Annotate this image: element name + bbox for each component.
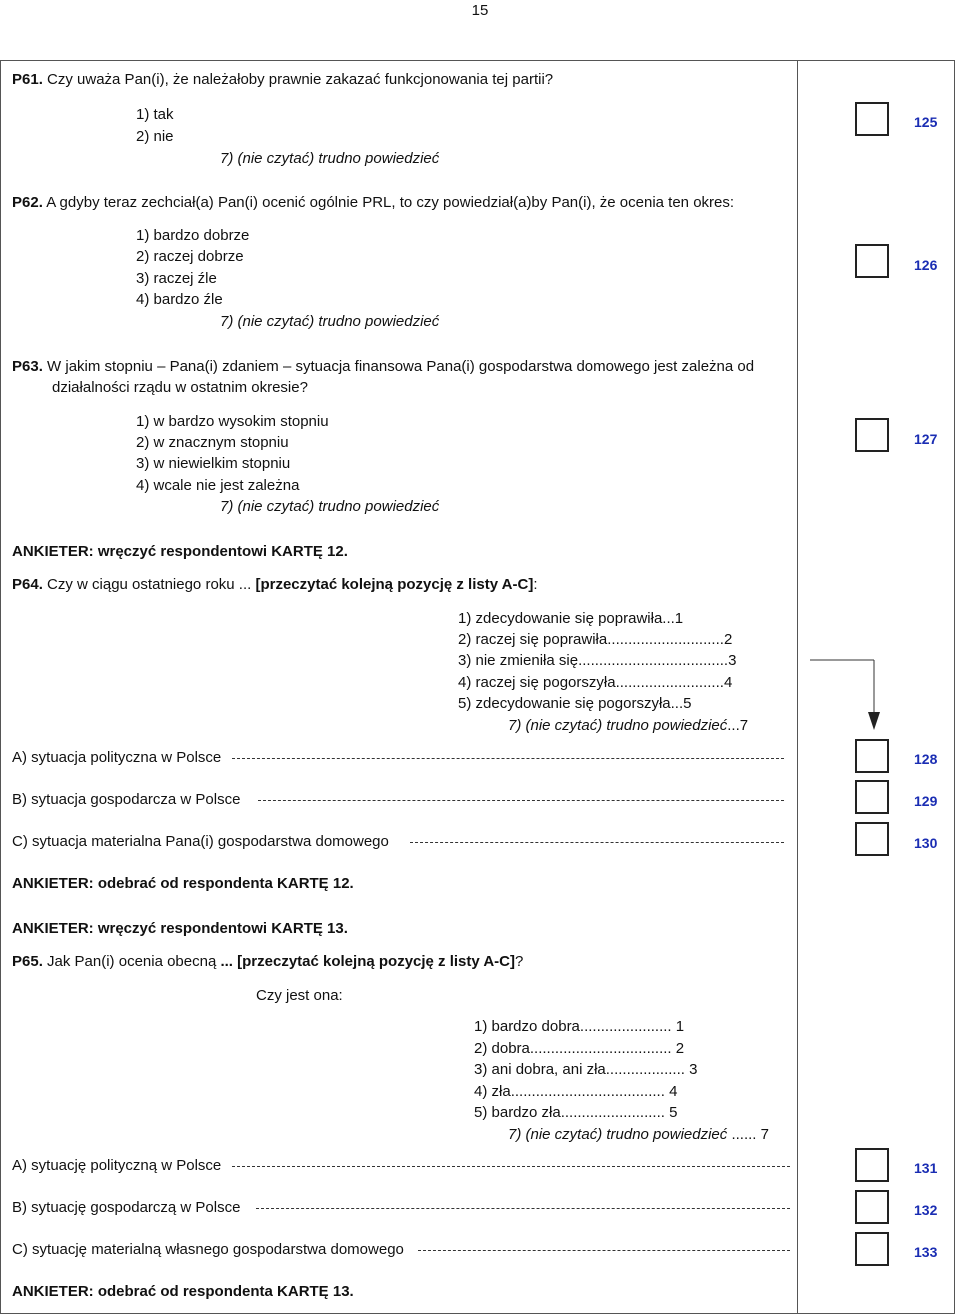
- p65-scale-2: 2) dobra.................................. 2: [474, 1040, 685, 1057]
- p65-item-b-code: 132: [914, 1202, 938, 1218]
- p62-number: P62.: [12, 194, 43, 211]
- p63-option-2: 2) w znacznym stopniu: [136, 434, 289, 451]
- p64-item-b-leader: [258, 800, 784, 801]
- p64-scale-4: 4) raczej się pogorszyła..........................4: [458, 674, 733, 691]
- p64-scale-2: 2) raczej się poprawiła............................2: [458, 631, 733, 648]
- p65-item-a-leader: [232, 1166, 790, 1167]
- p63-answer-box[interactable]: [855, 418, 889, 452]
- p65-item-c-box[interactable]: [855, 1232, 889, 1266]
- p62-answer-box[interactable]: [855, 244, 889, 278]
- p64-scale-1: 1) zdecydowanie się poprawiła...1: [458, 610, 684, 627]
- p63-option-3: 3) w niewielkim stopniu: [136, 455, 291, 472]
- p65-qmark: ?: [515, 953, 524, 970]
- p62-option-2: 2) raczej dobrze: [136, 248, 244, 265]
- p65-item-b: B) sytuację gospodarczą w Polsce: [12, 1199, 241, 1216]
- p65-number: P65.: [12, 953, 43, 970]
- p64-item-b: B) sytuacja gospodarcza w Polsce: [12, 791, 241, 808]
- p64-scale-7: 7) (nie czytać) trudno powiedzieć...7: [508, 717, 749, 734]
- p64-question: [12, 576, 538, 594]
- p65-item-b-box[interactable]: [855, 1190, 889, 1224]
- p64-item-a: A) sytuacja polityczna w Polsce: [12, 749, 222, 766]
- p65-item-a-code: 131: [914, 1160, 938, 1176]
- p63-question: [12, 358, 754, 376]
- p65-read-instruction: ... [przeczytać kolejną pozycję z listy A-C]: [220, 953, 515, 970]
- p65-subquestion: Czy jest ona:: [256, 987, 343, 1004]
- p64-read-instruction: [przeczytać kolejną pozycję z listy A-C]: [255, 576, 534, 593]
- p63-number: P63.: [12, 358, 43, 375]
- p62-question-text: A gdyby teraz zechciał(a) Pan(i) ocenić ogólnie PRL, to czy powiedział(a)by Pan(i), że ocenia ten okres:: [46, 194, 735, 211]
- p62-code: 126: [914, 257, 938, 273]
- p64-scale-3: 3) nie zmieniła się....................................3: [458, 652, 737, 669]
- p65-item-a-box[interactable]: [855, 1148, 889, 1182]
- p63-question-line2: działalności rządu w ostatnim okresie?: [52, 379, 308, 396]
- p64-item-b-box[interactable]: [855, 780, 889, 814]
- p65-scale-5: 5) bardzo zła......................... 5: [474, 1104, 678, 1121]
- p61-question-text: Czy uważa Pan(i), że należałoby prawnie zakazać funkcjonowania tej partii?: [47, 71, 554, 88]
- p62-option-3: 3) raczej źle: [136, 270, 217, 287]
- p64-item-c: C) sytuacja materialna Pana(i) gospodarstwa domowego: [12, 833, 389, 850]
- p61-option-1: 1) tak: [136, 106, 174, 123]
- p65-scale-3: 3) ani dobra, ani zła................... 3: [474, 1061, 698, 1078]
- p61-option-2: 2) nie: [136, 128, 174, 145]
- p62-question: [12, 194, 734, 212]
- p61-question: [12, 71, 553, 89]
- p61-number: P61.: [12, 71, 43, 88]
- p64-item-c-box[interactable]: [855, 822, 889, 856]
- p65-scale-4: 4) zła..................................... 4: [474, 1083, 678, 1100]
- p61-answer-box[interactable]: [855, 102, 889, 136]
- p65-item-a: A) sytuację polityczną w Polsce: [12, 1157, 222, 1174]
- p65-item-c-code: 133: [914, 1244, 938, 1260]
- column-divider: [797, 60, 798, 1314]
- p63-dont-know: 7) (nie czytać) trudno powiedzieć: [220, 498, 440, 515]
- p64-colon: :: [533, 576, 538, 593]
- page-number: 15: [471, 2, 489, 19]
- p62-option-1: 1) bardzo dobrze: [136, 227, 250, 244]
- p63-option-1: 1) w bardzo wysokim stopniu: [136, 413, 329, 430]
- p61-dont-know: 7) (nie czytać) trudno powiedzieć: [220, 150, 440, 167]
- p64-item-a-box[interactable]: [855, 739, 889, 773]
- p64-instruction-take-card: ANKIETER: odebrać od respondenta KARTĘ 12.: [12, 875, 354, 892]
- p65-instruction-give-card: ANKIETER: wręczyć respondentowi KARTĘ 13.: [12, 920, 348, 937]
- p64-number: P64.: [12, 576, 43, 593]
- p63-code: 127: [914, 431, 938, 447]
- p64-item-b-code: 129: [914, 793, 938, 809]
- p65-question: [12, 953, 523, 971]
- p65-item-c-leader: [418, 1250, 790, 1251]
- p64-item-a-leader: [232, 758, 784, 759]
- p65-instruction-take-card: ANKIETER: odebrać od respondenta KARTĘ 13.: [12, 1283, 354, 1300]
- p65-question-text: Jak Pan(i) ocenia obecną: [47, 953, 221, 970]
- p62-option-4: 4) bardzo źle: [136, 291, 223, 308]
- p64-instruction-give-card: ANKIETER: wręczyć respondentowi KARTĘ 12.: [12, 543, 348, 560]
- p65-scale-7: 7) (nie czytać) trudno powiedzieć ...... 7: [508, 1126, 769, 1143]
- p62-dont-know: 7) (nie czytać) trudno powiedzieć: [220, 313, 440, 330]
- p65-item-c: C) sytuację materialną własnego gospodarstwa domowego: [12, 1241, 404, 1258]
- p63-option-4: 4) wcale nie jest zależna: [136, 477, 300, 494]
- p64-item-c-code: 130: [914, 835, 938, 851]
- arrow-down-icon: [800, 650, 890, 740]
- p65-scale-1: 1) bardzo dobra...................... 1: [474, 1018, 685, 1035]
- p64-question-text: Czy w ciągu ostatniego roku ...: [47, 576, 252, 593]
- p64-item-c-leader: [410, 842, 784, 843]
- p63-question-line1: W jakim stopniu – Pana(i) zdaniem – sytuacja finansowa Pana(i) gospodarstwa domowego jest zależna od: [47, 358, 755, 375]
- p64-item-a-code: 128: [914, 751, 938, 767]
- p65-item-b-leader: [256, 1208, 790, 1209]
- p61-code: 125: [914, 114, 938, 130]
- p64-scale-5: 5) zdecydowanie się pogorszyła...5: [458, 695, 692, 712]
